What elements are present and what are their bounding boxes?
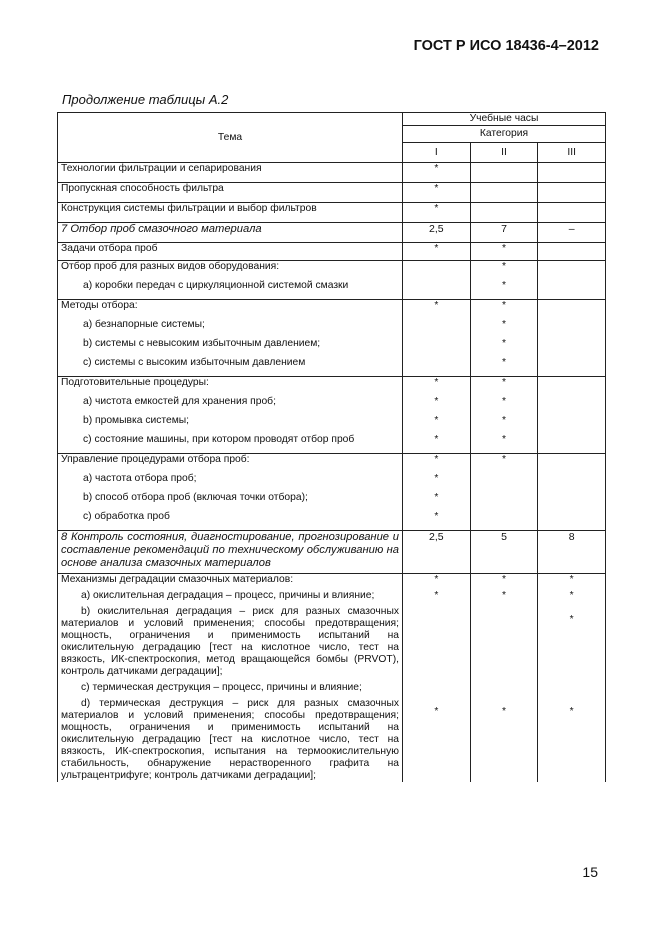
row-topic: Технологии фильтрации и сепарирования	[58, 163, 403, 183]
cell-cat1	[403, 377, 471, 454]
cell-cat2: 5	[470, 531, 538, 574]
cell-cat3	[538, 163, 606, 183]
page-number: 15	[582, 864, 598, 880]
mark: *	[501, 319, 506, 330]
mark: *	[501, 377, 506, 388]
sub-item: b) промывка системы;	[83, 415, 190, 426]
mark: *	[501, 415, 506, 426]
cell-cat2	[470, 163, 538, 183]
sub-item: a) чистота емкостей для хранения проб;	[83, 396, 276, 407]
cell-cat1: *	[403, 163, 471, 183]
mark: *	[434, 396, 439, 407]
row-heading: Подготовительные процедуры:	[61, 377, 209, 388]
cell-cat3	[538, 300, 606, 377]
mark: *	[501, 434, 506, 445]
cat-2-header: II	[470, 143, 538, 163]
cell-cat1: *	[403, 183, 471, 203]
table-row	[58, 377, 606, 454]
table-row	[58, 243, 606, 261]
mark: *	[434, 473, 439, 484]
mark: *	[434, 415, 439, 426]
mark: *	[501, 357, 506, 368]
mark: *	[434, 511, 439, 522]
cat-3-header: III	[538, 143, 606, 163]
row-topic	[58, 454, 403, 531]
cell-cat2	[470, 183, 538, 203]
col-category-header: Категория	[403, 126, 606, 143]
cell-cat3	[538, 574, 606, 783]
cell-cat1	[403, 454, 471, 531]
mark: *	[501, 261, 506, 272]
col-hours-header: Учебные часы	[403, 113, 606, 126]
mark: *	[501, 574, 506, 585]
row-topic: Задачи отбора проб	[58, 243, 403, 261]
mark: *	[501, 454, 506, 465]
paragraph-b: b) окислительная деградация – риск для разных смазочных материалов и условий применения; способы предотвращения; мощность, ограничения и применимость испытаний на окислительную деградацию [тест на кислотное число, тест на вязкость, ИК-спектроскопия, метод вращающейся бомбы (PRVOT), контроль датчиками деградации];	[61, 606, 399, 677]
cell-cat3	[538, 454, 606, 531]
cell-cat1	[403, 300, 471, 377]
mark: *	[501, 338, 506, 349]
table-caption: Продолжение таблицы А.2	[62, 92, 229, 107]
cat-1-header: I	[403, 143, 471, 163]
table-row	[58, 183, 606, 203]
mark: *	[434, 377, 439, 388]
training-hours-table	[57, 112, 606, 782]
row-topic	[58, 300, 403, 377]
paragraph-a: a) окислительная деградация – процесс, причины и влияние;	[81, 590, 375, 601]
sub-item: b) системы с невысоким избыточным давлением;	[83, 338, 321, 349]
cell-cat1: 2,5	[403, 531, 471, 574]
table-row	[58, 574, 606, 783]
sub-item: a) частота отбора проб;	[83, 473, 197, 484]
mark: *	[569, 574, 574, 585]
sub-item: b) способ отбора проб (включая точки отбора);	[83, 492, 308, 503]
table-row	[58, 300, 606, 377]
cell-cat2	[470, 377, 538, 454]
col-topic-header: Тема	[58, 113, 403, 163]
row-topic	[58, 574, 403, 783]
row-topic: Конструкция системы фильтрации и выбор фильтров	[58, 203, 403, 223]
mark: *	[434, 706, 439, 717]
cell-cat3	[538, 203, 606, 223]
table-row	[58, 454, 606, 531]
mark: *	[501, 280, 506, 291]
mark: *	[501, 396, 506, 407]
sub-item: a) безнапорные системы;	[83, 319, 205, 330]
mark: *	[501, 706, 506, 717]
paragraph-c: c) термическая деструкция – процесс, причины и влияние;	[81, 682, 362, 693]
sub-item: c) системы с высоким избыточным давлением	[83, 357, 306, 368]
section-row	[58, 531, 606, 574]
row-topic	[58, 377, 403, 454]
cell-cat3: –	[538, 223, 606, 243]
section-title: 7 Отбор проб смазочного материала	[58, 223, 403, 243]
section-row	[58, 223, 606, 243]
document-code: ГОСТ Р ИСО 18436-4–2012	[413, 38, 599, 54]
mark: *	[434, 434, 439, 445]
cell-cat2: *	[470, 243, 538, 261]
cell-cat3	[538, 377, 606, 454]
cell-cat1: 2,5	[403, 223, 471, 243]
row-heading: Управление процедурами отбора проб:	[61, 454, 250, 465]
row-heading: Механизмы деградации смазочных материалов:	[61, 574, 294, 585]
row-topic: Пропускная способность фильтра	[58, 183, 403, 203]
table-row	[58, 203, 606, 223]
mark: *	[569, 614, 574, 625]
sub-item: c) обработка проб	[83, 511, 170, 522]
cell-cat2	[470, 300, 538, 377]
table-row	[58, 163, 606, 183]
cell-cat2	[470, 454, 538, 531]
mark: *	[434, 492, 439, 503]
cell-cat1	[403, 574, 471, 783]
row-heading: Методы отбора:	[61, 300, 138, 311]
row-heading: Отбор проб для разных видов оборудования:	[61, 261, 280, 272]
paragraph-d: d) термическая деструкция – риск для разных смазочных материалов и условий применения; способы предотвращения; мощность, ограничения и применимость испытаний на окислительную деградацию [тест на кислотное число, тест на вязкость, ИК-спектроскопия, испытания на термоокислительную стабильность, обнаружение нерастворенного графита на ультрацентрифуге; контроль датчиками деградации];	[61, 698, 399, 781]
cell-cat1: *	[403, 203, 471, 223]
mark: *	[501, 590, 506, 601]
table-row	[58, 261, 606, 300]
cell-cat2	[470, 574, 538, 783]
sub-item: a) коробки передач с циркуляционной системой смазки	[83, 280, 349, 291]
mark: *	[434, 454, 439, 465]
sub-item: c) состояние машины, при котором проводят отбор проб	[83, 434, 355, 445]
cell-cat2	[470, 203, 538, 223]
mark: *	[501, 300, 506, 311]
cell-cat3	[538, 183, 606, 203]
cell-cat2	[470, 261, 538, 300]
cell-cat3	[538, 243, 606, 261]
mark: *	[434, 590, 439, 601]
cell-cat1: *	[403, 243, 471, 261]
cell-cat2: 7	[470, 223, 538, 243]
cell-cat3	[538, 261, 606, 300]
cell-cat1	[403, 261, 471, 300]
mark: *	[569, 706, 574, 717]
cell-cat3: 8	[538, 531, 606, 574]
mark: *	[434, 300, 439, 311]
row-topic	[58, 261, 403, 300]
mark: *	[434, 574, 439, 585]
section-title: 8 Контроль состояния, диагностирование, прогнозирование и составление рекомендаций по техническому обслуживанию на основе анализа смазочных материалов	[58, 531, 403, 574]
mark: *	[569, 590, 574, 601]
